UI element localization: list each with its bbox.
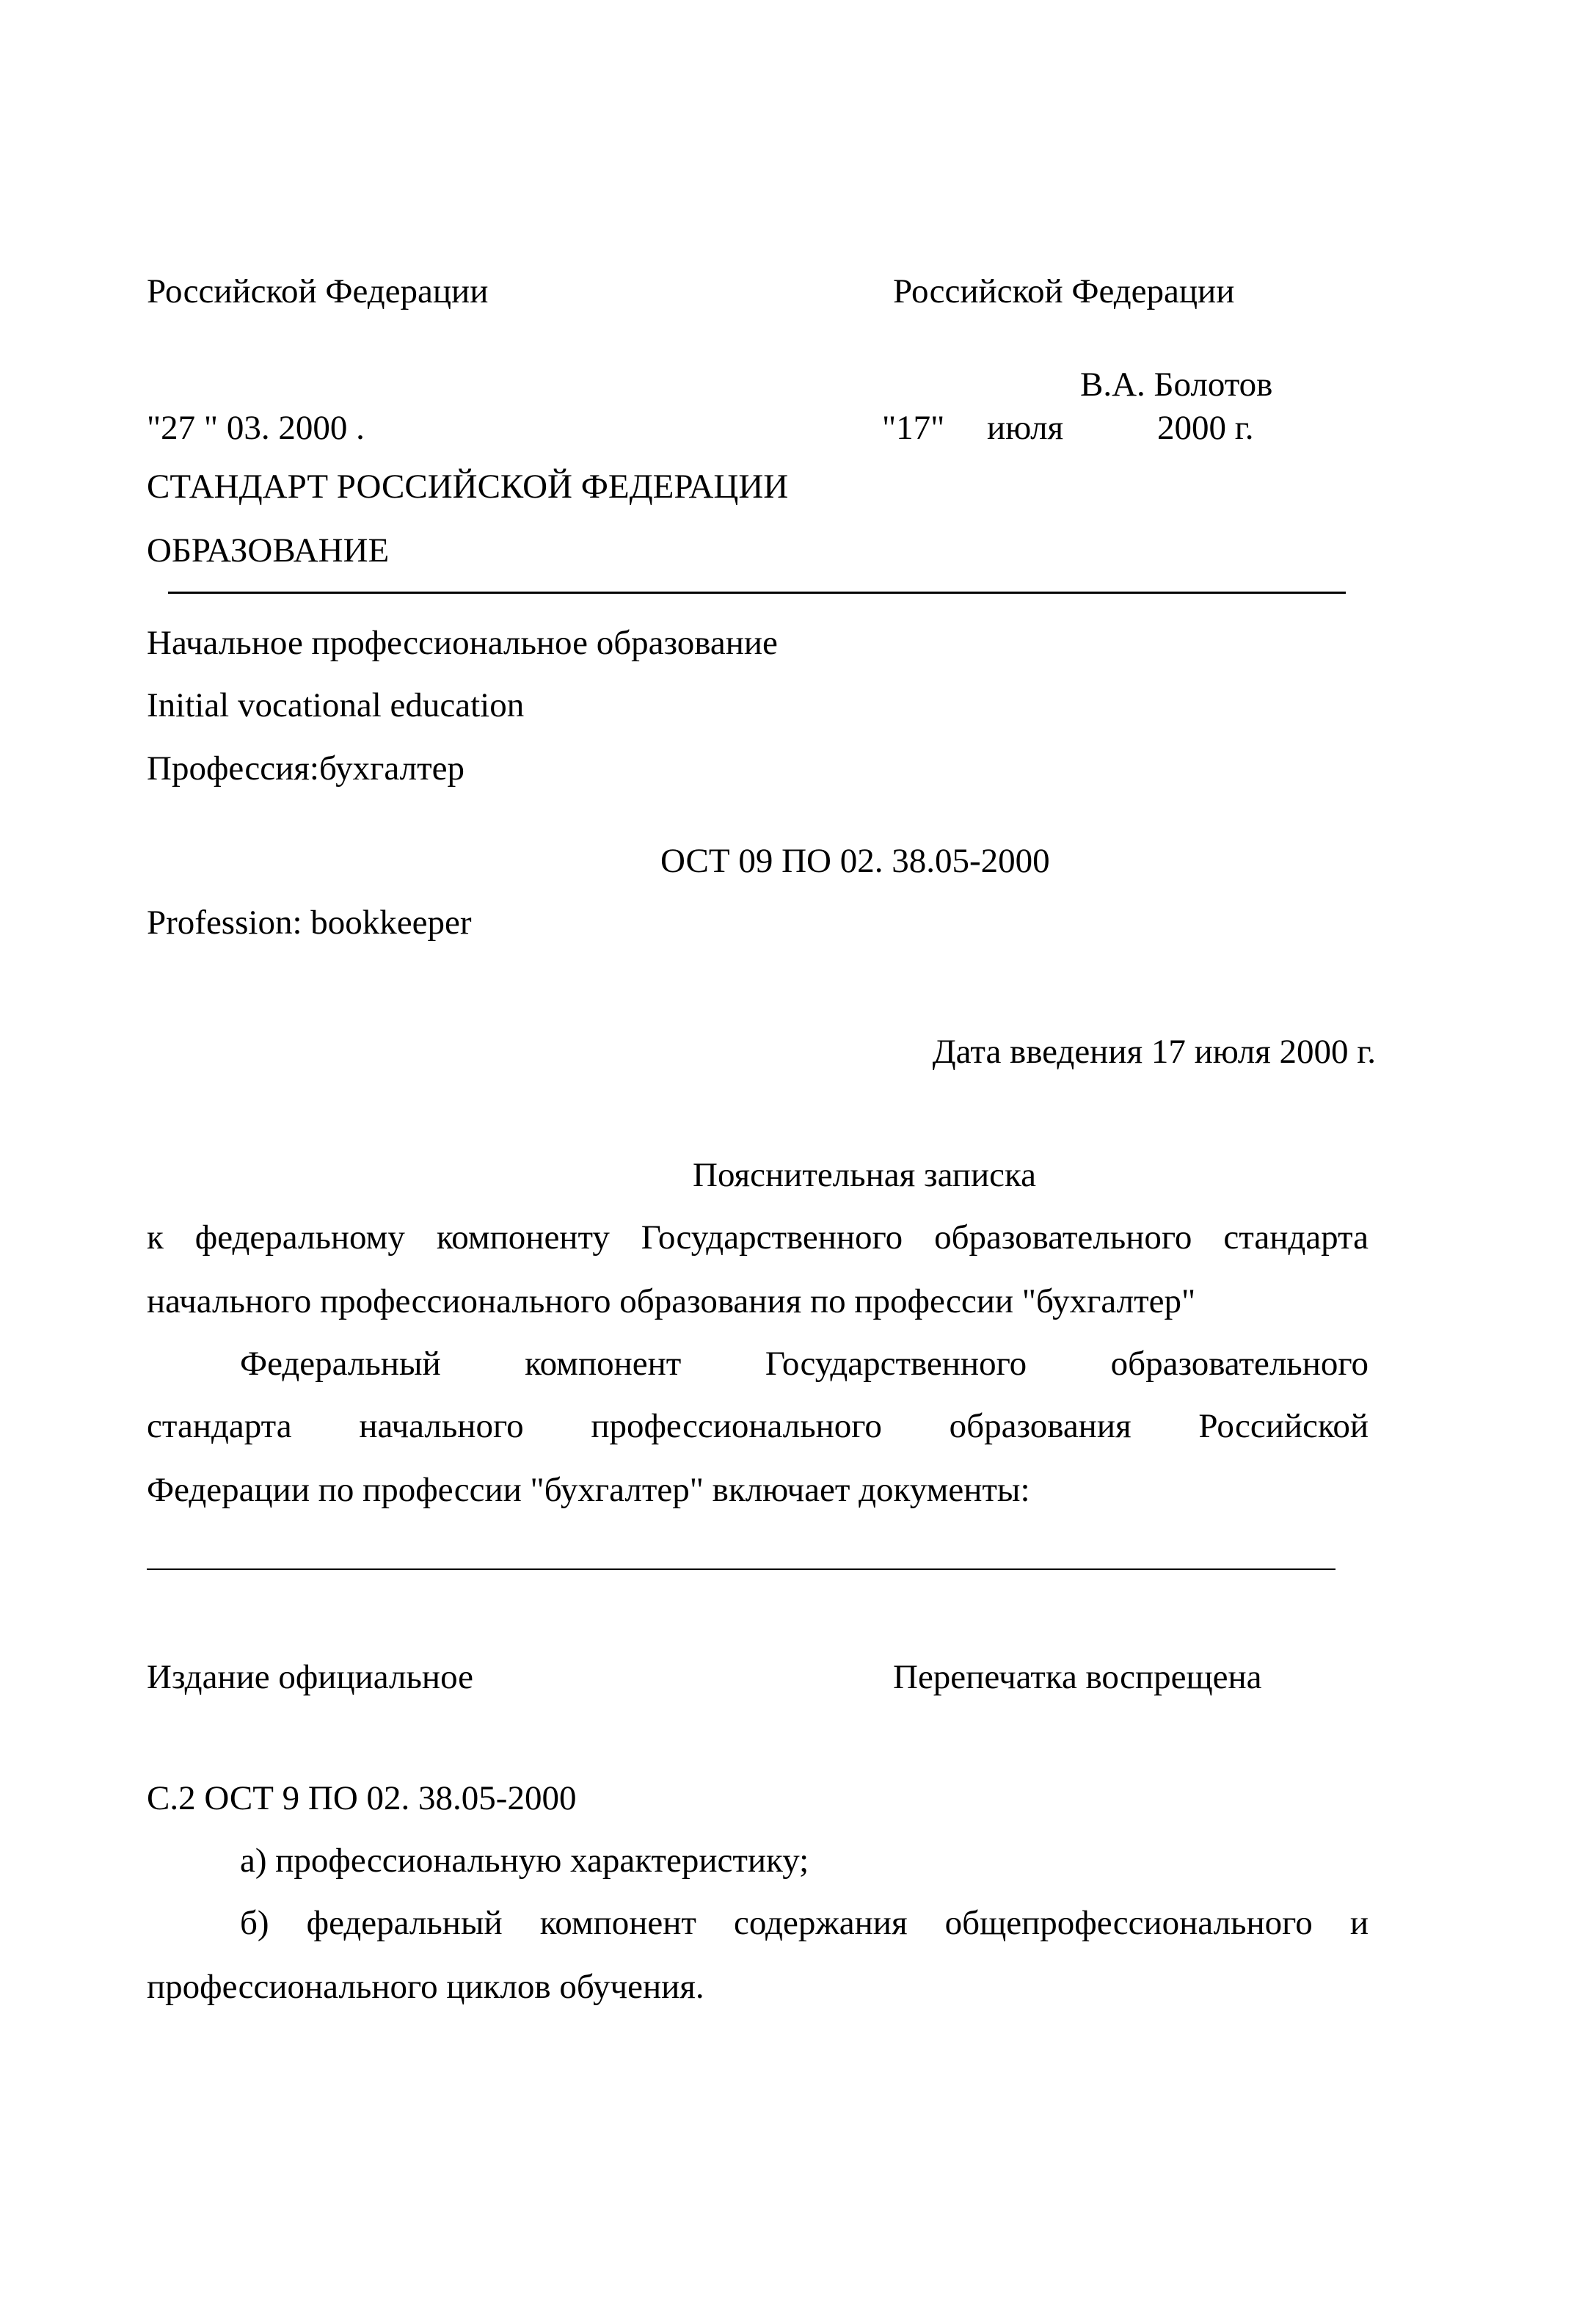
note-subheading-line-1: к федеральному компоненту Государственного образовательного стандарта	[147, 1218, 1369, 1257]
education-level-ru: Начальное профессиональное образование	[147, 624, 778, 662]
note-paragraph-line-2: стандарта начального профессионального образования Российской	[147, 1407, 1369, 1445]
profession-en: Profession: bookkeeper	[147, 904, 472, 942]
effective-date: Дата введения 17 июля 2000 г.	[932, 1033, 1376, 1071]
title-divider	[168, 592, 1346, 594]
note-paragraph-line-3: Федерации по профессии "бухгалтер" включает документы:	[147, 1471, 1030, 1509]
list-item-a: а) профессиональную характеристику;	[240, 1842, 809, 1880]
standard-code: ОСТ 09 ПО 02. 38.05-2000	[660, 842, 1050, 880]
official-edition: Издание официальное	[147, 1658, 474, 1696]
list-item-b-line-1: б) федеральный компонент содержания общепрофессионального и	[240, 1904, 1369, 1942]
left-org: Российской Федерации	[147, 272, 489, 310]
list-item-b-line-2: профессионального циклов обучения.	[147, 1968, 704, 2006]
note-heading: Пояснительная записка	[693, 1156, 1036, 1194]
right-date-month: июля	[987, 409, 1064, 447]
profession-ru: Профессия:бухгалтер	[147, 749, 465, 788]
right-date-year: 2000 г.	[1157, 409, 1254, 447]
education-level-en: Initial vocational education	[147, 686, 525, 724]
signatory: В.А. Болотов	[1080, 366, 1273, 404]
reprint-prohibited: Перепечатка воспрещена	[893, 1658, 1262, 1696]
note-paragraph-line-1: Федеральный компонент Государственного образовательного	[240, 1345, 1369, 1383]
right-org: Российской Федерации	[893, 272, 1235, 310]
page-2-header: С.2 ОСТ 9 ПО 02. 38.05-2000	[147, 1779, 577, 1817]
note-subheading-line-2: начального профессионального образования по профессии "бухгалтер"	[147, 1282, 1196, 1320]
footer-divider	[147, 1568, 1336, 1570]
right-date-day: "17"	[882, 409, 945, 447]
left-date: "27 " 03. 2000 .	[147, 409, 365, 447]
standard-subtitle: ОБРАЗОВАНИЕ	[147, 531, 390, 570]
standard-title: СТАНДАРТ РОССИЙСКОЙ ФЕДЕРАЦИИ	[147, 468, 789, 506]
